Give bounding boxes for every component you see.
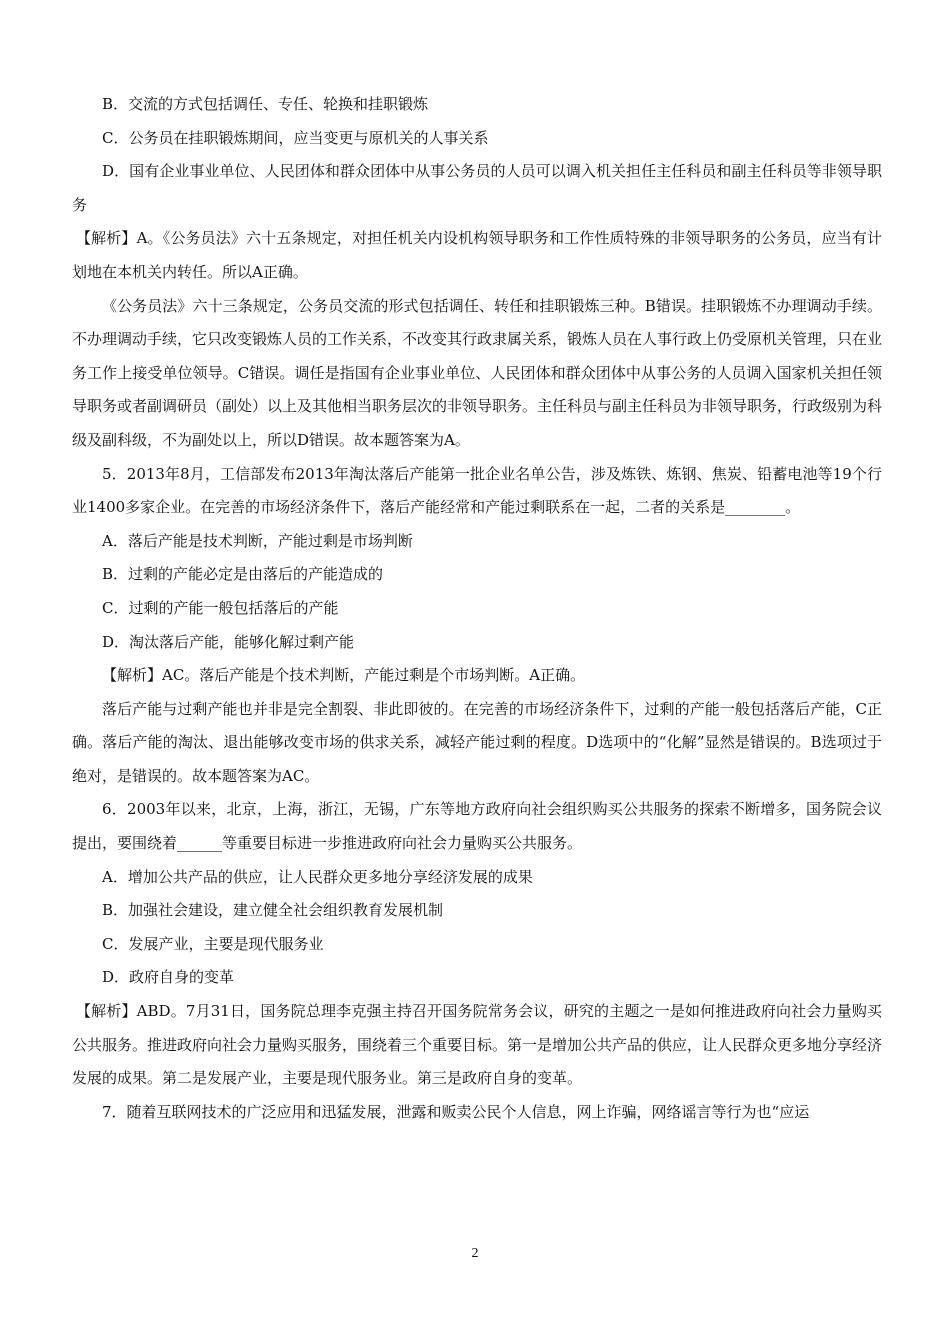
analysis-q5-part2: 落后产能与过剩产能也并非是完全割裂、非此即彼的。在完善的市场经济条件下，过剩的产能一般包括落后产能，C正确。落后产能的淘汰、退出能够改变市场的供求关系，减轻产能过剩的程度。D选项中的“化解”显然是错误的。B选项过于绝对，是错误的。故本题答案为AC。 [72,699,882,785]
option-c-q5: C．过剩的产能一般包括落后的产能 [102,598,339,617]
option-d-q6: D．政府自身的变革 [102,968,235,987]
option-a-q5: A．落后产能是技术判断，产能过剩是市场判断 [102,531,413,550]
question-6: 6．2003年以来，北京，上海，浙江，无锡，广东等地方政府向社会组织购买公共服务的探索不断增多，国务院会议提出，要围绕着______等重要目标进一步推进政府向社会力量购买公共服务。 [72,800,882,853]
option-c-q6: C．发展产业，主要是现代服务业 [102,934,324,953]
option-d-q4: D．国有企业事业单位、人民团体和群众团体中从事公务员的人员可以调入机关担任主任科员和副主任科员等非领导职务 [72,162,882,214]
question-5: 5．2013年8月，工信部发布2013年淘汰落后产能第一批企业名单公告，涉及炼铁、炼钢、焦炭、铅蓄电池等19个行业1400多家企业。在完善的市场经济条件下，落后产能经常和产能过剩联系在一起，二者的关系是________。 [72,464,882,517]
option-b-q5: B．过剩的产能必定是由落后的产能造成的 [102,565,384,584]
analysis-q5-part1: 【解析】AC。落后产能是个技术判断，产能过剩是个市场判断。A正确。 [102,666,586,685]
option-b-q4: B．交流的方式包括调任、专任、轮换和挂职锻炼 [102,95,429,113]
option-b-q6: B．加强社会建设，建立健全社会组织教育发展机制 [102,901,444,920]
question-7: 7．随着互联网技术的广泛应用和迅猛发展，泄露和贩卖公民个人信息，网上诈骗，网络谣言等行为也“应运 [102,1102,810,1121]
document-content [72,88,882,1129]
analysis-q6: 【解析】ABD。7月31日，国务院总理李克强主持召开国务院常务会议，研究的主题之一是如何推进政府向社会力量购买公共服务。推进政府向社会力量购买服务，围绕着三个重要目标。第一是增加公共产品的供应，让人民群众更多地分享经济发展的成果。第二是发展产业，主要是现代服务业。第三是政府自身的变革。 [72,1002,883,1088]
analysis-q4-part1: 【解析】A。《公务员法》六十五条规定，对担任机关内设机构领导职务和工作性质特殊的非领导职务的公务员，应当有计划地在本机关内转任。所以A正确。 [72,229,882,281]
analysis-q4-part2: 《公务员法》六十三条规定，公务员交流的形式包括调任、转任和挂职锻炼三种。B错误。挂职锻炼不办理调动手续。不办理调动手续，它只改变锻炼人员的工作关系，不改变其行政隶属关系，锻炼人员在人事行政上仍受原机关管理，只在业务工作上接受单位领导。C错误。调任是指国有企业事业单位、人民团体和群众团体中从事公务的人员调入国家机关担任领导职务或者副调研员（副处）以上及其他相当职务层次的非领导职务。主任科员与副主任科员为非领导职务，行政级别为科级及副科级，不为副处以上，所以D错误。故本题答案为A。 [72,296,883,449]
option-d-q5: D．淘汰落后产能，能够化解过剩产能 [102,632,355,651]
option-a-q6: A．增加公共产品的供应，让人民群众更多地分享经济发展的成果 [102,867,533,886]
option-c-q4: C．公务员在挂职锻炼期间，应当变更与原机关的人事关系 [102,128,489,147]
page-number: 2 [471,1246,479,1261]
